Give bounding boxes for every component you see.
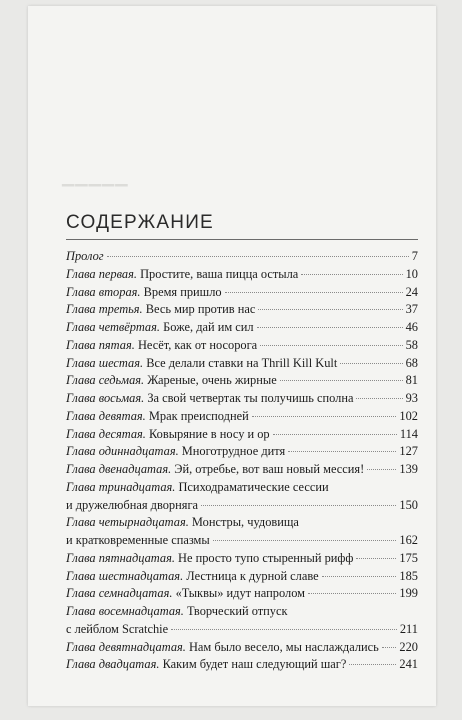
toc-entry-text <box>66 622 168 637</box>
toc-entry <box>66 444 418 462</box>
chapter-label: Глава вторая. <box>66 284 141 299</box>
dot-leader <box>340 363 402 364</box>
chapter-title: За свой четвертак ты получишь сполна <box>147 391 354 405</box>
chapter-title: Многотрудное дитя <box>181 444 286 459</box>
chapter-title: Жареные, очень жирные <box>147 373 277 388</box>
dot-leader <box>367 469 396 470</box>
chapter-label: Глава семнадцатая. <box>66 586 173 601</box>
dot-leader <box>260 345 402 346</box>
toc-entry-text <box>66 249 104 264</box>
page-number: 114 <box>399 426 418 441</box>
chapter-title: Весь мир против нас <box>145 302 256 317</box>
page-number: 220 <box>399 639 418 654</box>
dot-leader <box>301 274 402 275</box>
page-number: 199 <box>399 586 418 601</box>
toc-entry <box>66 515 418 533</box>
dot-leader <box>213 540 397 541</box>
toc-entry-text <box>66 515 299 530</box>
toc-entry-text <box>66 498 198 513</box>
toc-entry-text <box>66 285 222 300</box>
toc-entry-text <box>66 657 346 672</box>
chapter-label: Пролог <box>66 249 104 263</box>
dot-leader <box>258 309 402 310</box>
chapter-title: Простите, ваша пицца остыла <box>140 266 299 281</box>
chapter-title: Нам было весело, мы наслаждались <box>188 639 379 654</box>
toc-entry <box>66 640 418 658</box>
toc-entry-text <box>66 338 257 353</box>
toc-entry-text <box>66 320 254 335</box>
dot-leader <box>356 558 396 559</box>
dot-leader <box>308 593 396 594</box>
toc-entry <box>66 409 418 427</box>
page-number: 102 <box>399 408 418 423</box>
toc-entry <box>66 586 418 604</box>
toc-entry-text <box>66 604 288 619</box>
chapter-label: Глава шестая. <box>66 355 144 370</box>
chapter-title: Монстры, чудовища <box>191 515 299 530</box>
toc-entry <box>66 302 418 320</box>
chapter-label: Глава восемнадцатая. <box>66 604 184 618</box>
chapter-title: Боже, дай им сил <box>163 320 254 334</box>
dot-leader <box>225 292 403 293</box>
page-number: 150 <box>399 497 418 512</box>
chapter-label: Глава одиннадцатая. <box>66 444 179 459</box>
chapter-label: Глава двенадцатая. <box>66 462 172 476</box>
page-number: 24 <box>405 284 418 299</box>
page-number: 139 <box>399 462 418 476</box>
toc-entry <box>66 569 418 587</box>
toc-entry-text <box>66 391 353 406</box>
chapter-label: Глава восьмая. <box>66 391 145 405</box>
chapter-label: Глава седьмая. <box>66 373 145 388</box>
toc-entry <box>66 249 418 267</box>
page-number: 7 <box>411 249 418 263</box>
chapter-title: Психодраматические сессии <box>178 479 329 494</box>
dot-leader <box>356 398 402 399</box>
dot-leader <box>107 256 409 257</box>
toc-entry-text <box>66 586 305 601</box>
toc-entry <box>66 622 418 640</box>
toc-entry <box>66 338 418 356</box>
page-number: 185 <box>399 568 418 583</box>
toc-entry <box>66 391 418 409</box>
chapter-title: Каким будет наш следующий шаг? <box>162 657 347 672</box>
toc-entry-text <box>66 267 298 282</box>
table-of-contents <box>66 249 418 675</box>
heading-rule <box>66 239 418 240</box>
chapter-title: Лестница к дурной славе <box>186 568 319 583</box>
page-number: 162 <box>399 533 418 547</box>
chapter-title: Эй, отребье, вот ваш новый мессия! <box>174 462 365 476</box>
page-number: 46 <box>405 320 418 334</box>
toc-entry-text <box>66 533 210 548</box>
bleed-through-heading: ▔▔▔▔▔ <box>62 186 129 203</box>
toc-entry <box>66 604 418 622</box>
toc-entry <box>66 498 418 516</box>
toc-entry-text <box>66 409 249 424</box>
chapter-title: Несёт, как от носорога <box>137 337 258 352</box>
chapter-label: Глава четвёртая. <box>66 320 160 334</box>
toc-entry-text <box>66 569 319 584</box>
dot-leader <box>252 416 397 417</box>
toc-entry <box>66 533 418 551</box>
dot-leader <box>288 451 396 452</box>
page-number: 58 <box>405 337 418 352</box>
dot-leader <box>382 647 397 648</box>
toc-entry <box>66 356 418 374</box>
book-page <box>28 6 436 706</box>
toc-entry <box>66 320 418 338</box>
chapter-label: Глава тринадцатая. <box>66 479 176 494</box>
toc-entry <box>66 427 418 445</box>
toc-entry <box>66 285 418 303</box>
toc-entry-text <box>66 640 379 655</box>
chapter-label: Глава пятнадцатая. <box>66 550 175 565</box>
toc-entry-text <box>66 427 270 442</box>
chapter-label: Глава третья. <box>66 302 143 317</box>
chapter-title: Не просто тупо стыренный рифф <box>178 550 354 565</box>
dot-leader <box>349 664 396 665</box>
page-number: 93 <box>405 391 418 405</box>
page-number: 211 <box>399 621 418 636</box>
chapter-title: Мрак преисподней <box>148 408 249 423</box>
chapter-label: Глава девятнадцатая. <box>66 639 186 654</box>
toc-entry-text <box>66 444 285 459</box>
toc-entry-text <box>66 302 255 317</box>
dot-leader <box>273 434 397 435</box>
chapter-title: Время пришло <box>143 284 222 299</box>
chapter-label: Глава четырнадцатая. <box>66 515 189 530</box>
toc-entry-text <box>66 480 329 495</box>
toc-entry <box>66 657 418 675</box>
toc-entry <box>66 551 418 569</box>
chapter-title: Ковыряние в носу и ор <box>149 426 270 441</box>
chapter-label: Глава двадцатая. <box>66 657 160 672</box>
chapter-label: Глава десятая. <box>66 426 146 441</box>
page-number: 68 <box>405 355 418 370</box>
dot-leader <box>201 505 396 506</box>
dot-leader <box>322 576 397 577</box>
toc-entry-text <box>66 551 353 566</box>
toc-entry <box>66 462 418 480</box>
page-number: 10 <box>405 266 418 281</box>
chapter-title: Все делали ставки на Thrill Kill Kult <box>146 355 338 370</box>
toc-entry <box>66 267 418 285</box>
chapter-label: Глава девятая. <box>66 408 146 423</box>
page-number: 81 <box>405 373 418 388</box>
chapter-title: и кратковременные спазмы <box>66 533 210 547</box>
toc-entry <box>66 373 418 391</box>
chapter-title: с лейблом Scratchie <box>66 621 169 636</box>
dot-leader <box>280 380 403 381</box>
toc-entry-text <box>66 356 337 371</box>
dot-leader <box>171 629 397 630</box>
toc-heading: СОДЕРЖАНИЕ <box>66 212 214 233</box>
page-number: 175 <box>399 550 418 565</box>
dot-leader <box>257 327 403 328</box>
toc-entry-text <box>66 462 364 477</box>
chapter-title: «Тыквы» идут напролом <box>175 586 305 601</box>
toc-entry <box>66 480 418 498</box>
page-number: 37 <box>405 302 418 317</box>
page-number: 241 <box>399 657 418 672</box>
chapter-label: Глава первая. <box>66 266 137 281</box>
chapter-title: и дружелюбная дворняга <box>66 497 199 512</box>
page-number: 127 <box>399 444 418 459</box>
chapter-label: Глава пятая. <box>66 337 135 352</box>
chapter-label: Глава шестнадцатая. <box>66 568 184 583</box>
toc-entry-text <box>66 373 277 388</box>
chapter-title: Творческий отпуск <box>186 604 288 618</box>
